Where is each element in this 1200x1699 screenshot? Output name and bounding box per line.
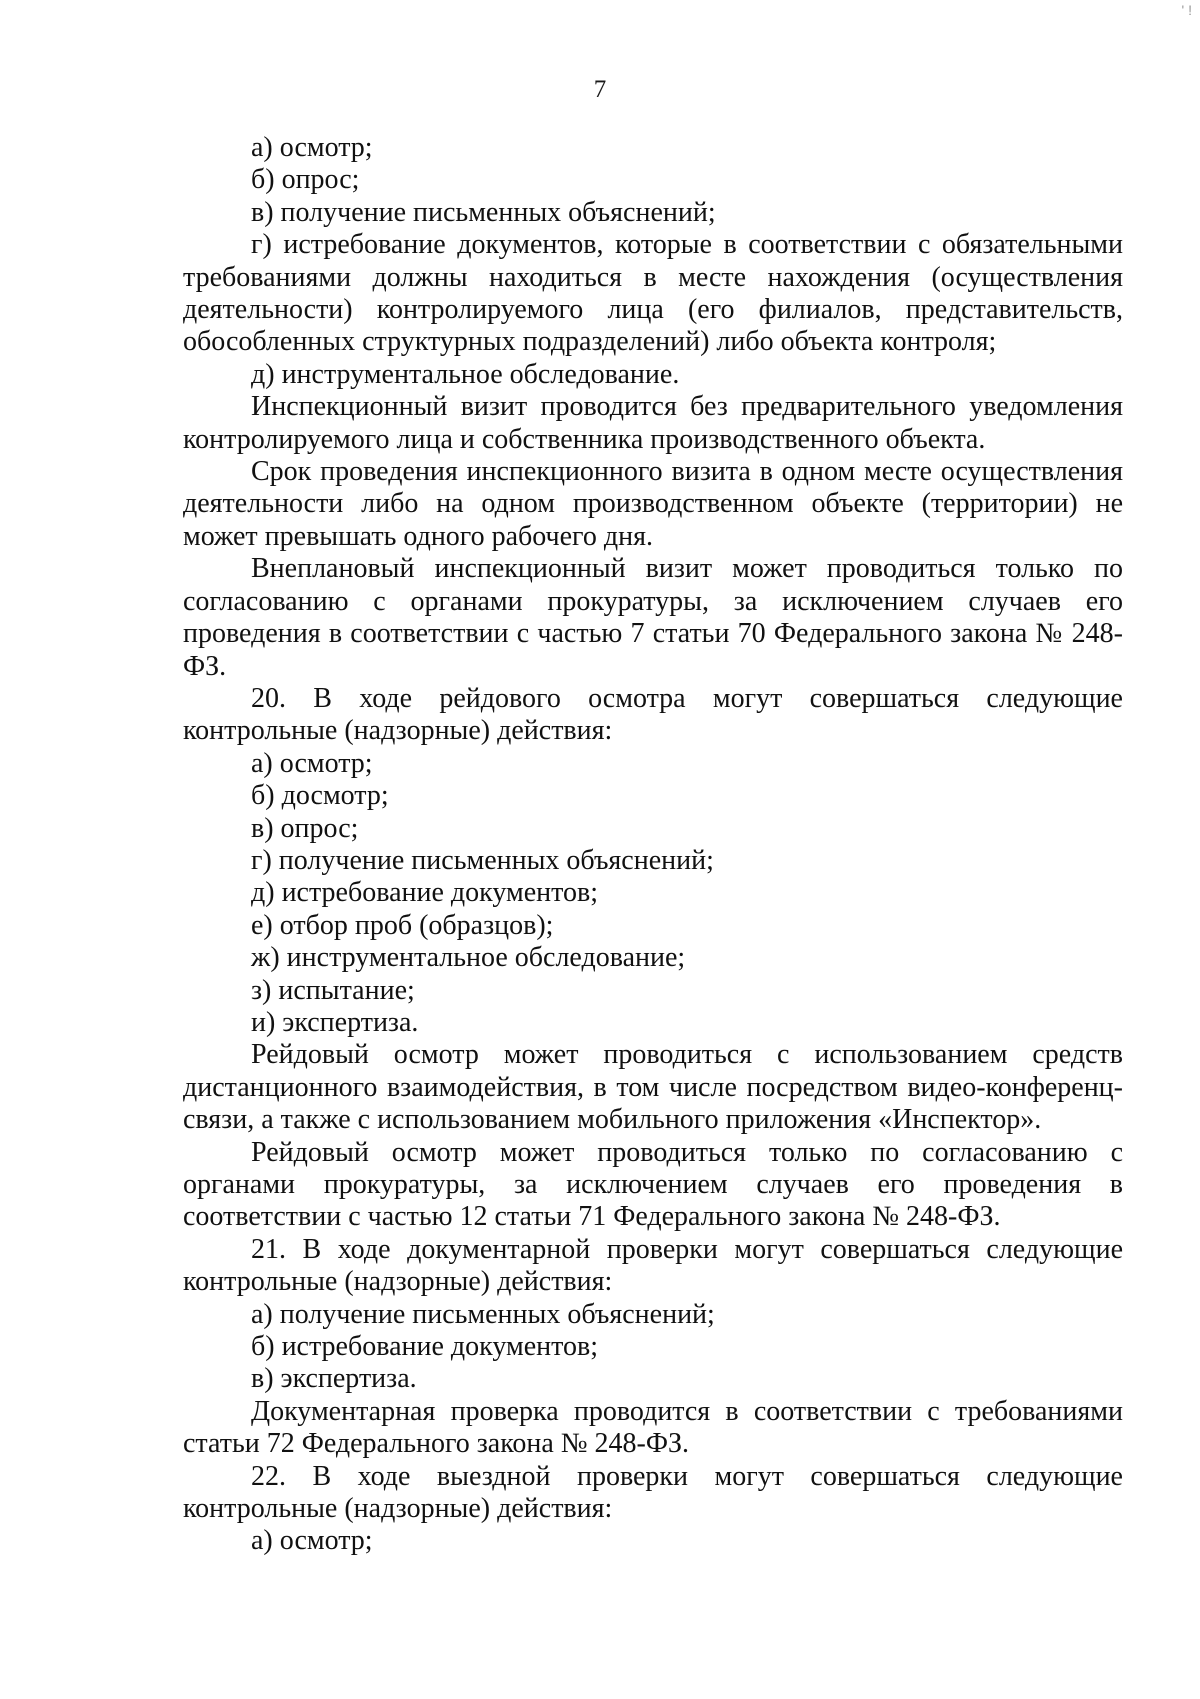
list-item: в) экспертиза. — [251, 1363, 417, 1395]
paragraph: Документарная проверка проводится в соответствии с требованиями статьи 72 Федерального закона № 248-ФЗ. — [183, 1395, 1123, 1460]
list-item: а) осмотр; — [251, 1525, 373, 1557]
list-item: з) испытание; — [251, 974, 415, 1006]
list-item: и) экспертиза. — [251, 1006, 419, 1038]
list-item: б) истребование документов; — [251, 1331, 598, 1363]
paragraph: Срок проведения инспекционного визита в одном месте осуществления деятельности либо на одном производственном объекте (территории) не может превышать одного рабочего дня. — [183, 456, 1123, 552]
list-item: а) осмотр; — [251, 747, 373, 779]
paragraph: г) истребование документов, которые в соответствии с обязательными требованиями должны находиться в месте нахождения (осуществления деятельности) контролируемого лица (его филиалов, представительств, обособленных структурных подразделений) либо объекта контроля; — [183, 229, 1123, 358]
paragraph: Рейдовый осмотр может проводиться с использованием средств дистанционного взаимодействия, в том числе посредством видео-конференц-связи, а также с использованием мобильного приложения «Инспектор». — [183, 1039, 1123, 1136]
paragraph: Инспекционный визит проводится без предварительного уведомления контролируемого лица и собственника производственного объекта. — [183, 391, 1123, 455]
paragraph: 21. В ходе документарной проверки могут совершаться следующие контрольные (надзорные) действия: — [183, 1233, 1123, 1298]
list-item: д) истребование документов; — [251, 877, 598, 909]
list-item: б) досмотр; — [251, 780, 389, 812]
list-item: д) инструментальное обследование. — [251, 358, 680, 390]
list-item: а) получение письменных объяснений; — [251, 1298, 715, 1330]
document-body — [183, 132, 1123, 1558]
list-item: в) получение письменных объяснений; — [251, 196, 716, 228]
paragraph: 20. В ходе рейдового осмотра могут совершаться следующие контрольные (надзорные) действия: — [183, 682, 1123, 747]
paragraph: Рейдовый осмотр может проводиться только по согласованию с органами прокуратуры, за исключением случаев его проведения в соответствии с частью 12 статьи 71 Федерального закона № 248-ФЗ. — [183, 1136, 1123, 1233]
list-item: е) отбор проб (образцов); — [251, 909, 554, 941]
list-item: б) опрос; — [251, 164, 360, 196]
list-item: г) получение письменных объяснений; — [251, 844, 714, 876]
page-number: 7 — [593, 76, 607, 103]
list-item: а) осмотр; — [251, 132, 373, 163]
list-item: в) опрос; — [251, 812, 359, 844]
list-item: ж) инструментальное обследование; — [251, 942, 686, 974]
paragraph: 22. В ходе выездной проверки могут совершаться следующие контрольные (надзорные) действия: — [183, 1460, 1123, 1525]
scan-margin-mark: ' ! — [1181, 2, 1192, 18]
paragraph: Внеплановый инспекционный визит может проводиться только по согласованию с органами прокуратуры, за исключением случаев его проведения в соответствии с частью 7 статьи 70 Федерального закона № 248-ФЗ. — [183, 553, 1123, 682]
